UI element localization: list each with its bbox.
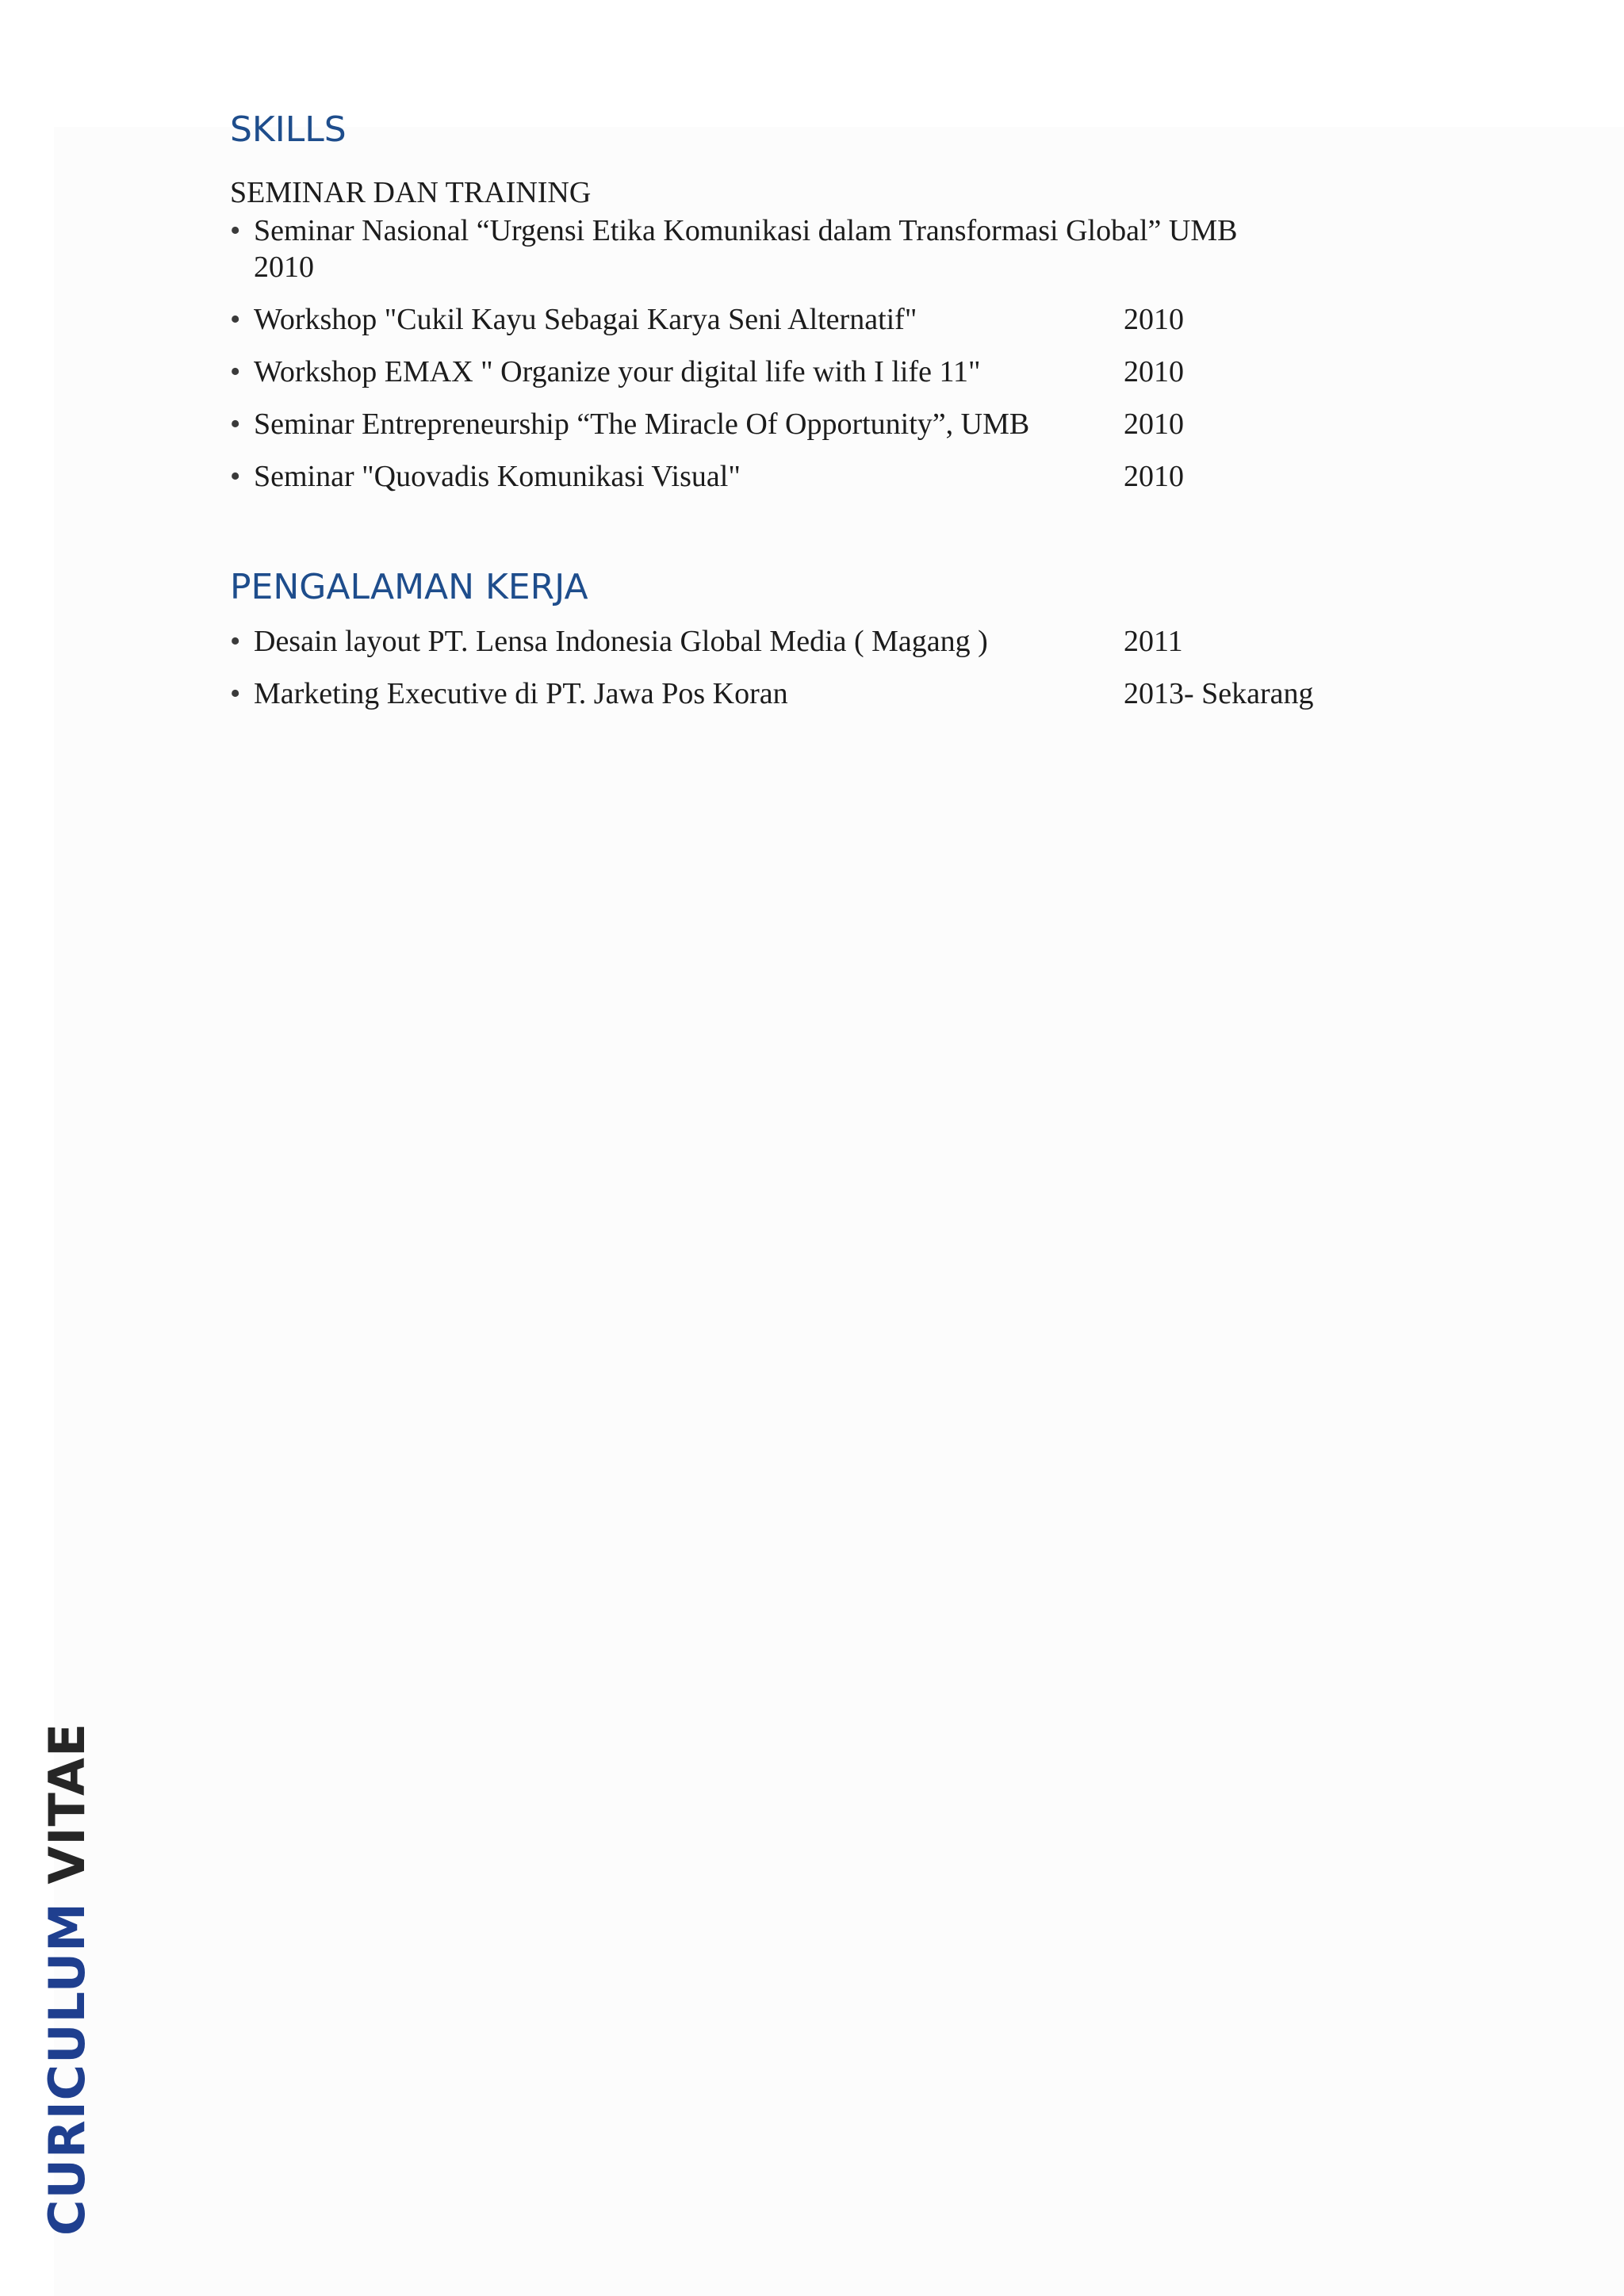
item-year: 2010 [1124,408,1184,441]
side-title-first-word: CURICULUM [38,1902,96,2236]
side-title-second-word: VITAE [38,1722,96,1885]
list-item [230,212,1340,285]
item-year: 2010 [1124,355,1184,388]
item-text: Desain layout PT. Lensa Indonesia Global Media ( Magang ) [254,625,988,658]
item-year: 2011 [1124,625,1183,658]
item-text: Marketing Executive di PT. Jawa Pos Koran [254,677,788,710]
item-text: Workshop "Cukil Kayu Sebagai Karya Seni Alternatif" [254,303,917,336]
bullet-icon: • [230,303,241,336]
item-year: 2010 [1124,303,1184,336]
item-year: 2013- Sekarang [1124,677,1314,710]
bullet-icon: • [230,408,241,441]
bullet-icon: • [230,214,241,247]
item-year: 2010 [1124,460,1184,493]
skills-heading: SKILLS [230,109,347,150]
bullet-icon: • [230,460,241,493]
curriculum-vitae-side-title [38,1722,96,2236]
item-text: Seminar Entrepreneurship “The Miracle Of Opportunity”, UMB [254,408,1030,441]
seminar-training-subheading: SEMINAR DAN TRAINING [230,176,592,209]
experience-heading: PENGALAMAN KERJA [230,567,588,607]
item-year: 2010 [254,251,314,284]
item-text: Workshop EMAX " Organize your digital life with I life 11" [254,355,981,388]
bullet-icon: • [230,625,241,658]
page-background [54,127,1624,2296]
bullet-icon: • [230,677,241,710]
item-text: Seminar Nasional “Urgensi Etika Komunikasi dalam Transformasi Global” UMB [254,214,1238,247]
bullet-icon: • [230,355,241,388]
item-text: Seminar "Quovadis Komunikasi Visual" [254,460,741,493]
